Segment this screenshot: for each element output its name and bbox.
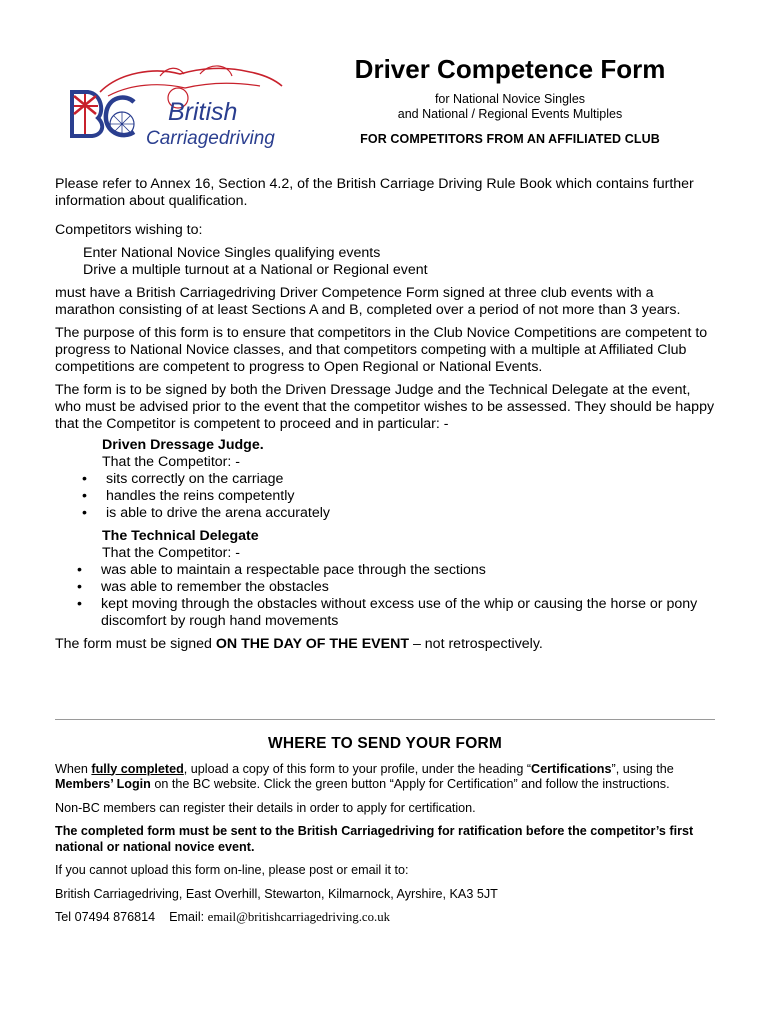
where-to-send-heading: WHERE TO SEND YOUR FORM: [268, 735, 502, 752]
text-run: , upload a copy of this form to your profile, under the heading “: [183, 761, 532, 776]
british-carriagedriving-logo: [60, 62, 288, 156]
page-title: Driver Competence Form: [354, 54, 666, 84]
subtitle: [320, 92, 700, 122]
subtitle-line-2: and National / Regional Events Multiples: [397, 107, 623, 121]
certifications-emphasis: Certifications: [531, 761, 612, 776]
list-item: • kept moving through the obstacles without excess use of the whip or causing the horse or pony discomfort by rough hand movements: [55, 596, 715, 630]
dressage-judge-heading: Driven Dressage Judge.: [102, 437, 264, 453]
wish-list: [55, 245, 715, 279]
purpose-paragraph: The purpose of this form is to ensure that competitors in the Club Novice Competitions are competent to progress to National Novice classes, and that competitors competing with a multiple at Affiliated Club competitions are competent to progress to Open Regional or National Events.: [55, 325, 708, 375]
title-block: [320, 54, 700, 146]
subtitle-line-1: for National Novice Singles: [434, 92, 586, 106]
wish-item: Enter National Novice Singles qualifying events: [83, 245, 381, 261]
intro-paragraph: Please refer to Annex 16, Section 4.2, of the British Carriage Driving Rule Book which contains further information about qualification.: [55, 176, 694, 209]
logo-graphic: [60, 62, 288, 156]
technical-delegate-section: [55, 528, 715, 562]
dressage-lead: That the Competitor: -: [102, 454, 240, 470]
upload-instructions: [55, 762, 715, 793]
non-member-note: Non-BC members can register their details in order to apply for certification.: [55, 800, 476, 815]
telephone: Tel 07494 876814: [55, 910, 156, 924]
signing-paragraph: The form is to be signed by both the Driven Dressage Judge and the Technical Delegate at the event, who must be advised prior to the event that the competitor wishes to be assessed. They should be happy that the Competitor is competent to proceed and in particular: -: [55, 382, 715, 432]
email-address: email@britishcarriagedriving.co.uk: [207, 910, 390, 924]
signed-note-emphasis: ON THE DAY OF THE EVENT: [215, 636, 410, 652]
ratification-note: The completed form must be sent to the British Carriagedriving for ratification before the competitor’s first national or national novice event.: [55, 824, 694, 854]
logo-word-carriagedriving: Carriagedriving: [146, 128, 275, 149]
dressage-criteria-list: [55, 471, 715, 522]
text-run: on the BC website. Click the green button “Apply for Certification” and follow the instructions.: [150, 777, 670, 791]
text-run: When: [55, 761, 92, 776]
dressage-judge-section: [55, 437, 715, 471]
list-item: • sits correctly on the carriage: [55, 471, 715, 488]
list-item: • was able to remember the obstacles: [55, 579, 715, 596]
where-to-send-section: [55, 736, 715, 934]
list-item: • handles the reins competently: [55, 488, 715, 505]
technical-delegate-heading: The Technical Delegate: [102, 528, 259, 544]
text-run: ”, using the: [611, 761, 674, 776]
affiliated-club-heading: FOR COMPETITORS FROM AN AFFILIATED CLUB: [360, 132, 660, 146]
fully-completed-emphasis: fully completed: [91, 761, 184, 776]
technical-criteria-list: [55, 562, 715, 630]
signed-on-day-note: [55, 636, 715, 653]
signed-note-post: – not retrospectively.: [409, 636, 543, 652]
list-item: • was able to maintain a respectable pace through the sections: [55, 562, 715, 579]
technical-lead: That the Competitor: -: [102, 545, 240, 561]
email-label: Email:: [169, 910, 205, 924]
signed-note-pre: The form must be signed: [55, 636, 216, 652]
list-item: • is able to drive the arena accurately: [55, 505, 715, 522]
wish-item: Drive a multiple turnout at a National or Regional event: [83, 262, 428, 278]
postal-address: British Carriagedriving, East Overhill, Stewarton, Kilmarnock, Ayrshire, KA3 5JT: [55, 886, 498, 901]
requirement-paragraph: must have a British Carriagedriving Driver Competence Form signed at three club events with a marathon consisting of at least Sections A and B, completed over a period of not more than 3 years.: [55, 285, 681, 318]
logo-word-british: British: [168, 98, 238, 126]
competitors-wishing: Competitors wishing to:: [55, 222, 203, 238]
post-email-note: If you cannot upload this form on-line, please post or email it to:: [55, 863, 409, 877]
form-body: [55, 176, 715, 653]
members-login-emphasis: Members’ Login: [55, 777, 151, 791]
contact-line: [55, 910, 715, 926]
section-divider: [55, 719, 715, 720]
